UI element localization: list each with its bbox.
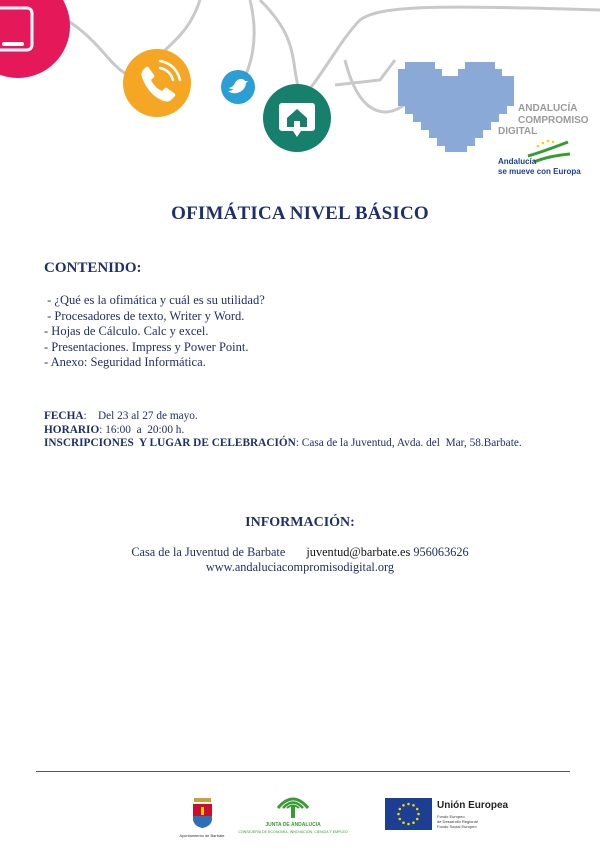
page-title: OFIMÁTICA NIVEL BÁSICO [171, 203, 429, 224]
bird-icon [221, 70, 255, 104]
andalucia-compromiso-digital-logo [498, 101, 589, 137]
horario-row [44, 424, 522, 438]
horario-label: HORARIO [44, 423, 100, 436]
eu-fund-line-1: Fondo Europeo [437, 814, 465, 819]
content-item: - ¿Qué es la ofimática y cuál es su utilidad? [44, 293, 265, 307]
phone-icon [123, 49, 191, 117]
horario-value: : 16:00 a 20:00 h. [99, 423, 185, 436]
inscripciones-value: : Casa de la Juventud, Avda. del Mar, 58.Barbate. [295, 437, 522, 450]
header-illustration [0, 0, 600, 185]
content-item: - Anexo: Seguridad Informática. [44, 355, 206, 370]
junta-name: JUNTA DE ANDALUCIA [265, 822, 321, 828]
fecha-row [44, 410, 522, 424]
barbate-coat-of-arms-icon [193, 798, 212, 828]
brand-line-2: COMPROMISO [518, 115, 589, 126]
pixel-heart-icon [398, 62, 514, 152]
footer-divider [36, 771, 570, 772]
tagline-line-1: Andalucía [498, 157, 537, 166]
contact-phone: 956063626 [413, 545, 469, 559]
inscripciones-row [44, 437, 522, 451]
ayuntamiento-label: Ayuntamiento de Barbate [179, 833, 225, 838]
brand-line-1: ANDALUCÍA [518, 103, 578, 114]
fecha-value: : Del 23 al 27 de mayo. [83, 410, 198, 422]
content-item: - Hojas de Cálculo. Calc y excel. [44, 324, 209, 339]
eu-fund-line-3: Fondo Social Europeo [437, 824, 477, 829]
fecha-label: FECHA [44, 410, 84, 422]
contact-line [0, 545, 600, 560]
footer-logos [0, 780, 600, 848]
content-heading: CONTENIDO: [44, 260, 142, 276]
course-details [44, 410, 522, 451]
eu-fund-line-2: de Desarrollo Regional [437, 819, 478, 824]
brand-line-3: DIGITAL [498, 126, 538, 137]
contact-block [0, 545, 600, 575]
inscripciones-label: INSCRIPCIONES Y LUGAR DE CELEBRACIÓN [44, 437, 296, 450]
content-item: - Presentaciones. Impress y Power Point. [44, 339, 249, 354]
information-heading: INFORMACIÓN: [245, 515, 355, 530]
tagline-line-2: se mueve con Europa [498, 167, 581, 176]
andalucia-europa-logo [498, 140, 581, 176]
junta-department: CONSEJERÍA DE ECONOMÍA, INNOVACIÓN, CIENCIA Y EMPLEO [238, 830, 348, 834]
eu-title: Unión Europea [437, 800, 509, 811]
contact-email-link[interactable]: juventud@barbate.es [306, 545, 411, 559]
contact-place: Casa de la Juventud de Barbate [131, 545, 286, 559]
website-link[interactable]: www.andaluciacompromisodigital.org [205, 560, 395, 574]
home-icon [263, 84, 331, 152]
content-list [44, 293, 265, 371]
junta-de-andalucia-logo-icon [278, 799, 308, 818]
mobile-phone-icon [0, 0, 70, 78]
eu-flag-icon [385, 798, 432, 830]
content-item: - Procesadores de texto, Writer y Word. [44, 308, 245, 323]
